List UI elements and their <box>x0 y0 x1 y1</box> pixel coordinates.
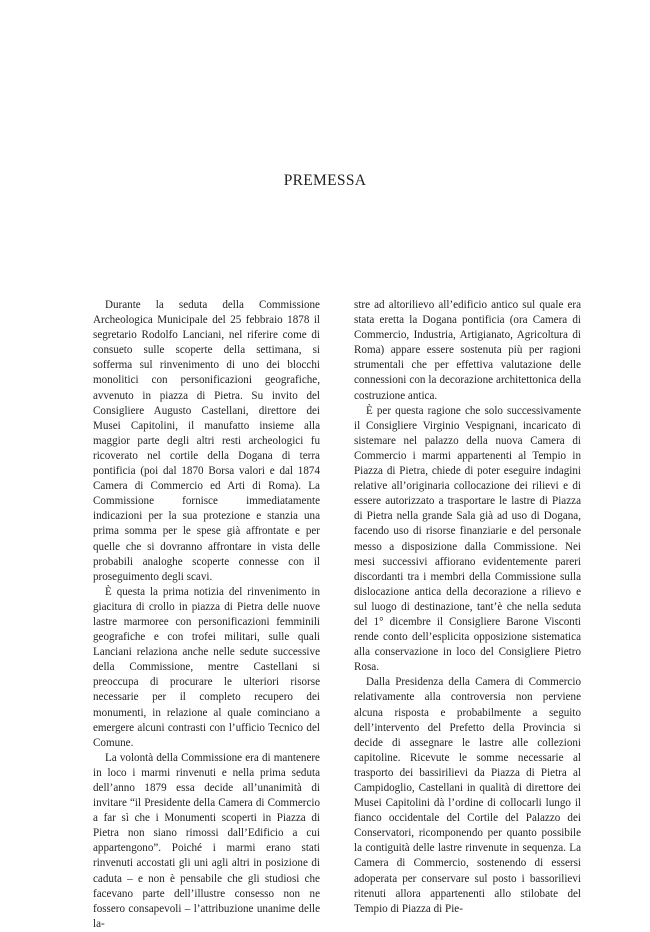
paragraph: È questa la prima notizia del rinvenimento in giacitura di crollo in piazza di Pietra delle nuove lastre marmoree con personificazioni femminili geografiche e con trofei militari, sulle quali Lanciani relaziona anche nelle sedute successive della Commissione, mentre Castellani si preoccupa di procurare le ulteriori risorse necessarie per il completo recupero dei monumenti, in relazione al quale cominciano a emergere alcuni contrasti con l’ufficio Tecnico del Comune. <box>93 585 320 749</box>
left-text-column <box>93 298 320 932</box>
page-title: PREMESSA <box>283 172 367 189</box>
paragraph: È per questa ragione che solo successivamente il Consigliere Virginio Vespignani, incaricato di sistemare nel palazzo della nuova Camera di Commercio i marmi appartenenti al Tempio in Piazza di Pietra, chiede di poter eseguire indagini relative all’originaria collocazione dei rilievi e di essere autorizzato a trasportare le lastre di Piazza di Pietra nella grande Sala già ad uso di Dogana, facendo uso di risorse finanziarie e del personale messo a disposizione dalla Commissione. Nei mesi successivi affiorano evidentemente pareri discordanti tra i membri della Commissione sulla dislocazione antica della decorazione a rilievo e sul luogo di destinazione, tant’è che nella seduta del 1° dicembre il Consigliere Barone Visconti rende conto dell’esplicita opposizione sistematica alla conservazione in loco del Consigliere Pietro Rosa. <box>354 404 581 674</box>
paragraph: Dalla Presidenza della Camera di Commercio relativamente alla controversia non perviene alcuna risposta e probabilmente a seguito dell’intervento del Prefetto della Provincia si decide di assegnare le lastre alle collezioni capitoline. Ricevute le somme necessarie al trasporto dei bassirilievi da Piazza di Pietra al Campidoglio, Castellani in qualità di direttore dei Musei Capitolini dà l’ordine di collocarli lungo il fianco occidentale del Cortile del Palazzo dei Conservatori, ricomponendo per quanto possibile la contiguità delle lastre rinvenute in sequenza. La Camera di Commercio, sostenendo di essersi adoperata per conservare sul posto i bassorilievi ritenuti allora appartenenti allo stilobate del Tempio di Piazza di Pie- <box>354 676 581 915</box>
paragraph-continuation: stre ad altorilievo all’edificio antico sul quale era stata eretta la Dogana pontificia (ora Camera di Commercio, Industria, Artigianato, Agricoltura di Roma) appare essere sostenuta più per ragioni strumentali che per effettiva valutazione delle connessioni con la decorazione architettonica della costruzione antica. <box>354 299 581 402</box>
paragraph: Durante la seduta della Commissione Archeologica Municipale del 25 febbraio 1878 il segretario Rodolfo Lanciani, nel riferire come di consueto sulle scoperte della settimana, si sofferma sul rinvenimento di uno dei blocchi monolitici con personificazioni geografiche, avvenuto in piazza di Pietra. Su invito del Consigliere Augusto Castellani, direttore dei Musei Capitolini, il manufatto insieme alla maggior parte degli altri resti archeologici fu ricoverato nel cortile della Dogana di terra pontificia (poi dal 1870 Borsa valori e dal 1874 Camera di Commercio ed Arti di Roma). La Commissione fornisce immediatamente indicazioni per la sua protezione e stanzia una prima somma per le spese già affrontate e per quelle che si dovranno affrontare in vista delle probabili analoghe scoperte connesse con il proseguimento degli scavi. <box>93 299 320 583</box>
paragraph: La volontà della Commissione era di mantenere in loco i marmi rinvenuti e nella prima seduta dell’anno 1879 essa decide all’unanimità di invitare “il Presidente della Camera di Commercio a far sì che i Monumenti scoperti in Piazza di Pietra non siano rimossi dall’Edificio a cui appartengono”. Poiché i marmi erano stati rinvenuti accostati gli uni agli altri in posizione di caduta – e non è pensabile che gli studiosi che facevano parte dell’illustre consesso non ne fossero consapevoli – l’attribuzione unanime delle la- <box>93 751 320 930</box>
right-text-column <box>354 298 581 917</box>
